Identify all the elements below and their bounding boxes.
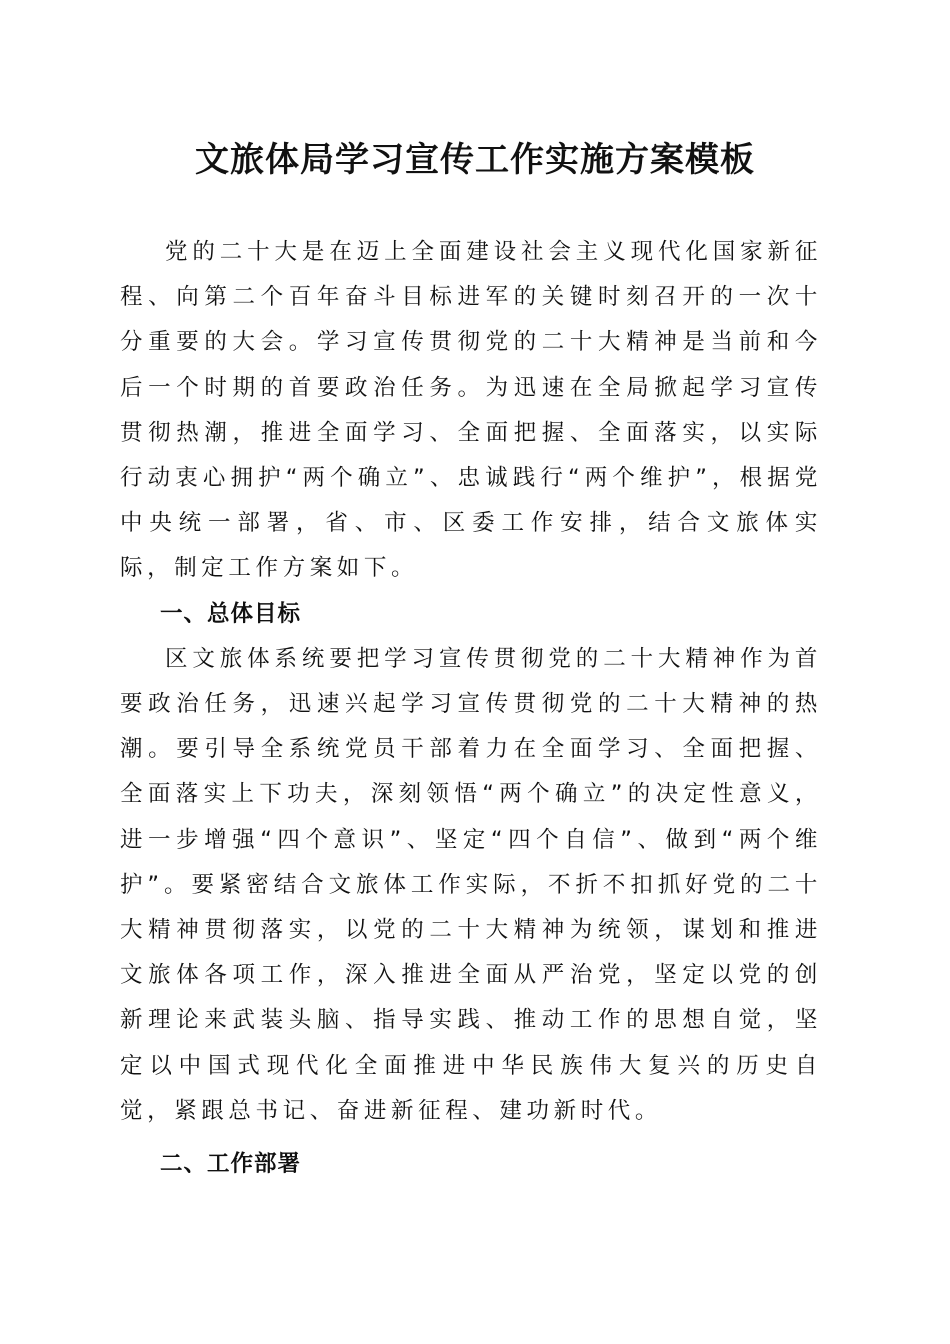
intro-paragraph: 党的二十大是在迈上全面建设社会主义现代化国家新征程、向第二个百年奋斗目标进军的关键时刻召开的一次十分重要的大会。学习宣传贯彻党的二十大精神是当前和今后一个时期的首要政治任务。为迅速在全局掀起学习宣传贯彻热潮，推进全面学习、全面把握、全面落实，以实际行动衷心拥护“两个确立”、忠诚践行“两个维护”，根据党中央统一部署，省、市、区委工作安排，结合文旅体实际，制定工作方案如下。 <box>120 239 822 582</box>
section-paragraph-overall-goal: 区文旅体系统要把学习宣传贯彻党的二十大精神作为首要政治任务，迅速兴起学习宣传贯彻党的二十大精神的热潮。要引导全系统党员干部着力在全面学习、全面把握、全面落实上下功夫，深刻领悟“两个确立”的决定性意义，进一步增强“四个意识”、坚定“四个自信”、做到“两个维护”。要紧密结合文旅体工作实际，不折不扣抓好党的二十大精神贯彻落实，以党的二十大精神为统领，谋划和推进文旅体各项工作，深入推进全面从严治党，坚定以党的创新理论来武装头脑、指导实践、推动工作的思想自觉，坚定以中国式现代化全面推进中华民族伟大复兴的历史自觉，紧跟总书记、奋进新征程、建功新时代。 <box>120 645 822 1124</box>
section-heading-overall-goal: 一、总体目标 <box>160 600 302 627</box>
document-body <box>120 230 822 1187</box>
document-title: 文旅体局学习宣传工作实施方案模板 <box>195 140 755 180</box>
section-heading-work-deployment: 二、工作部署 <box>160 1151 302 1178</box>
